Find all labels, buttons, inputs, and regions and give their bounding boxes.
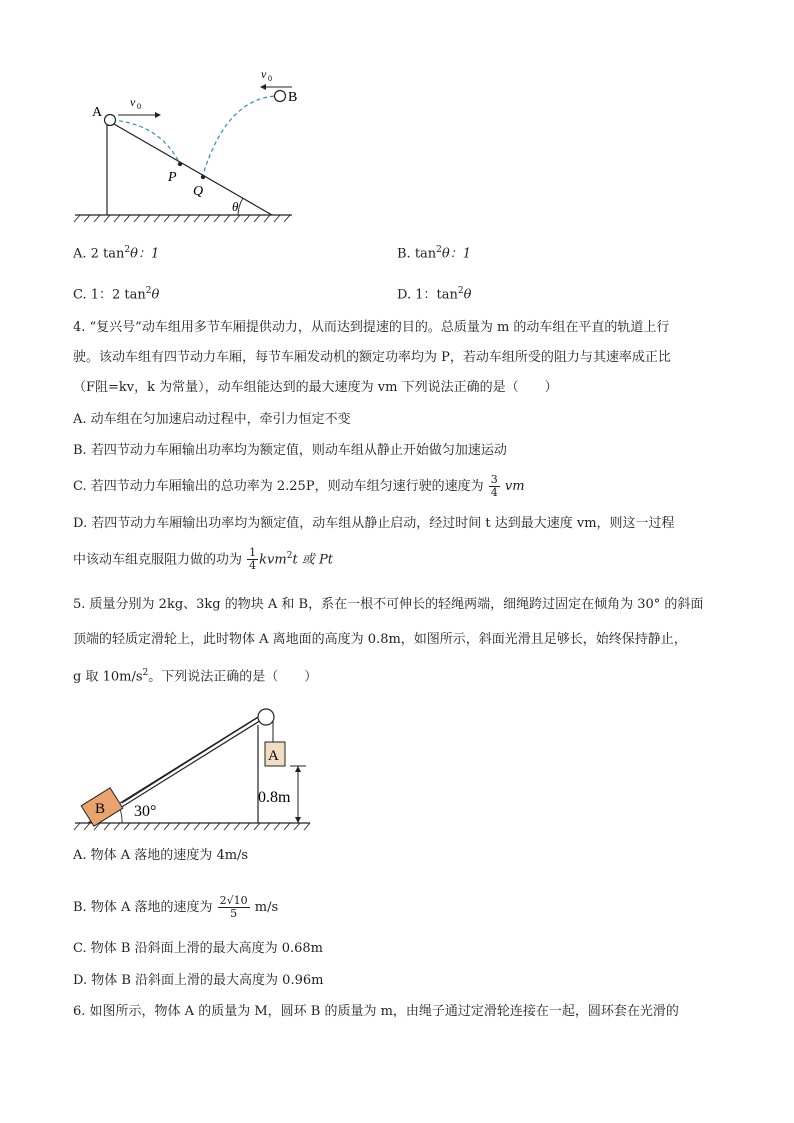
- q4-option-d-formula: kvm: [259, 552, 287, 568]
- q5-stem-line-3-text: g 取 10m/s: [73, 669, 143, 685]
- q3-option-d[interactable]: [397, 281, 471, 305]
- q5-option-b-unit: m/s: [254, 900, 279, 915]
- q4-option-a[interactable]: A. 动车组在匀加速启动过程中，牵引力恒定不变: [73, 412, 351, 427]
- fig1-sub-0-a: 0: [137, 102, 141, 111]
- q4-option-c-numerator: 3: [490, 473, 498, 486]
- fig2-label-a: A: [268, 748, 279, 764]
- q3-option-b-prefix: B. tan: [397, 246, 437, 262]
- q4-option-d-numerator: 1: [249, 546, 257, 560]
- projectile-incline-figure: [60, 60, 320, 230]
- q3-option-c-suffix: θ: [151, 287, 160, 303]
- fig1-label-v0-b: v: [261, 67, 267, 81]
- q3-option-b[interactable]: [397, 240, 471, 264]
- fig2-label-b: B: [95, 801, 106, 817]
- q5-stem-line-3: [73, 663, 317, 687]
- q4-option-d-fraction: [247, 547, 258, 572]
- q5-option-b-numerator: 2√10: [219, 894, 248, 907]
- q6-stem-line-1: 6. 如图所示，物体 A 的质量为 M，圆环 B 的质量为 m，由绳子通过定滑轮连接在一起，圆环套在光滑的: [73, 1004, 679, 1019]
- q5-option-b[interactable]: [73, 895, 278, 920]
- q3-option-d-sup: 2: [457, 286, 464, 296]
- q4-option-d-line-1[interactable]: D. 若四节动力车厢输出功率均为额定值，动车组从静止启动，经过时间 t 达到最大速度 vm，则这一过程: [73, 516, 675, 531]
- q4-option-c-denominator: 4: [490, 486, 498, 499]
- fig1-label-a: A: [92, 105, 103, 120]
- q3-option-a-suffix: θ：1: [130, 246, 160, 262]
- q4-option-d-line-2[interactable]: [73, 546, 333, 572]
- q4-option-b[interactable]: B. 若四节动力车厢输出功率均为额定值，则动车组从静止开始做匀加速运动: [73, 443, 507, 458]
- q3-option-b-sup: 2: [436, 245, 442, 255]
- q5-stem-line-3-suffix: 。下列说法正确的是（ ）: [148, 669, 318, 685]
- q4-option-d-text: 中该动车组克服阻力做的功为: [73, 552, 243, 568]
- q3-option-a-sup: 2: [124, 245, 131, 255]
- q4-option-c-symbol: vm: [504, 479, 525, 494]
- q5-stem-line-2: 顶端的轻质定滑轮上，此时物体 A 离地面的高度为 0.8m，如图所示，斜面光滑且足够长，始终保持静止，: [73, 632, 687, 647]
- q5-stem-line-1: 5. 质量分别为 2kg、3kg 的物块 A 和 B，系在一根不可伸长的轻绳两端，细绳跨过固定在倾角为 30° 的斜面: [73, 597, 704, 612]
- q5-option-b-denominator: 5: [230, 907, 238, 920]
- q3-option-c-sup: 2: [145, 286, 152, 296]
- q3-option-d-prefix: D. 1：tan: [397, 287, 458, 303]
- q4-option-d-denominator: 4: [249, 559, 257, 573]
- fig1-label-v0-a: v: [130, 95, 136, 109]
- fig1-sub-0-b: 0: [268, 74, 272, 83]
- q4-option-c-text: C. 若四节动力车厢输出的总功率为 2.25P，则动车组匀速行驶的速度为: [73, 479, 484, 494]
- q4-option-d-suffix: t 或 Pt: [292, 552, 333, 568]
- q5-stem-line-3-sup: 2: [142, 668, 149, 678]
- q3-option-c-prefix: C. 1：2 tan: [73, 287, 146, 303]
- q4-stem-line-2: 驶。该动车组有四节动力车厢，每节车厢发动机的额定功率均为 P，若动车组所受的阻力与其速率成正比: [73, 350, 671, 365]
- q4-option-d-sup: 2: [286, 551, 293, 561]
- q3-option-a-prefix: A. 2 tan: [73, 246, 125, 262]
- q3-option-c[interactable]: [73, 281, 159, 305]
- q5-option-b-fraction: [218, 895, 250, 920]
- q5-option-d[interactable]: D. 物体 B 沿斜面上滑的最大高度为 0.96m: [73, 973, 324, 988]
- q3-option-d-suffix: θ: [463, 287, 472, 303]
- fig1-label-p: P: [168, 170, 177, 185]
- q5-option-c[interactable]: C. 物体 B 沿斜面上滑的最大高度为 0.68m: [73, 941, 323, 956]
- fig2-label-angle: 30°: [134, 803, 157, 820]
- fig2-label-height: 0.8m: [258, 789, 291, 806]
- q3-option-a[interactable]: [73, 240, 159, 264]
- q3-option-b-suffix: θ：1: [441, 246, 472, 262]
- q4-option-c[interactable]: [73, 474, 525, 499]
- pulley-incline-figure: [70, 695, 320, 835]
- fig1-label-q: Q: [193, 184, 204, 199]
- fig1-label-theta: θ: [232, 199, 239, 214]
- q4-stem-line-3: （F阻=kv，k 为常量），动车组能达到的最大速度为 vm 下列说法正确的是（ ）: [73, 380, 558, 395]
- q4-option-c-fraction: [489, 474, 500, 499]
- q4-stem-line-1: 4. “复兴号”动车组用多节车厢提供动力，从而达到提速的目的。总质量为 m 的动车组在平直的轨道上行: [73, 320, 670, 335]
- q5-option-a[interactable]: A. 物体 A 落地的速度为 4m/s: [73, 848, 249, 863]
- fig1-label-b: B: [288, 90, 298, 105]
- q5-option-b-text: B. 物体 A 落地的速度为: [73, 900, 213, 915]
